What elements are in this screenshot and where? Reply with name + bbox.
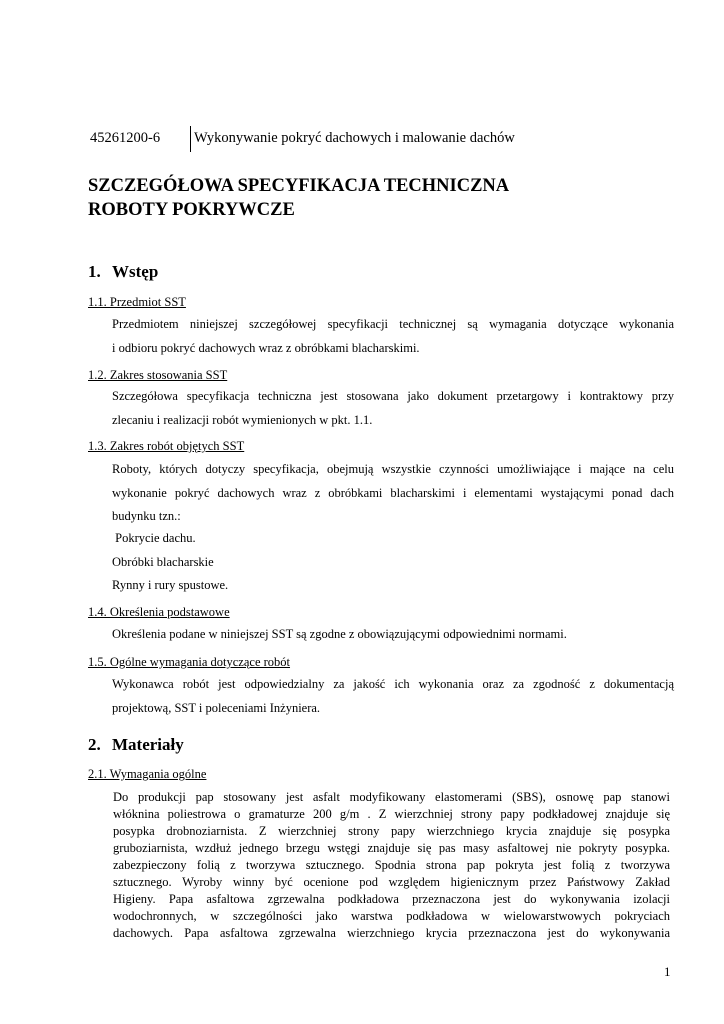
subsection-1-3-text	[112, 458, 674, 529]
text-line: projektową, SST i poleceniami Inżyniera.	[112, 700, 321, 715]
subsection-1-4-text	[112, 623, 567, 647]
subsection-2-1-text	[113, 789, 670, 942]
text-line: Przedmiotem niniejszej szczegółowej specyfikacji technicznej są wymagania dotyczące wykonania	[112, 317, 674, 331]
section-title: Materiały	[112, 735, 184, 754]
text-line: Szczegółowa specyfikacja techniczna jest stosowana jako dokument przetargowy i kontraktowy przy	[112, 389, 674, 403]
cpv-header	[90, 128, 515, 152]
section-1-heading	[88, 261, 158, 283]
section-title: Wstęp	[112, 262, 159, 281]
list-item: Pokrycie dachu.	[112, 531, 196, 545]
subsection-1-2-text	[112, 385, 674, 432]
list-item: Obróbki blacharskie	[112, 554, 214, 569]
text-line: Wykonawca robót jest odpowiedzialny za jakość ich wykonania oraz za zgodność z dokumentacją	[112, 677, 674, 691]
subsection-1-4-heading: 1.4. Określenia podstawowe	[88, 605, 230, 619]
text-line: dachowych. Papa asfaltowa zgrzewalna wierzchniego krycia przeznaczona jest do wykonywania	[113, 926, 670, 940]
text-line: budynku tzn.:	[112, 509, 181, 523]
title-line-1: SZCZEGÓŁOWA SPECYFIKACJA TECHNICZNA	[88, 176, 510, 196]
text-line: Określenia podane w niniejszej SST są zgodne z obowiązującymi odpowiednimi normami.	[112, 627, 567, 641]
text-line: wykonanie pokryć dachowych wraz z obróbkami blacharskimi i elementami wystającymi ponad dach	[112, 485, 674, 500]
subsection-1-2-heading: 1.2. Zakres stosowania SST	[88, 368, 228, 382]
cpv-code: 45261200-6	[90, 130, 161, 146]
text-line: zlecaniu i realizacji robót wymienionych w pkt. 1.1.	[112, 412, 373, 427]
text-line: i odbioru pokryć dachowych wraz z obróbkami blacharskimi.	[112, 340, 420, 355]
cpv-description: Wykonywanie pokryć dachowych i malowanie dachów	[190, 126, 515, 152]
page-number: 1	[664, 964, 671, 979]
section-number: 1.	[88, 262, 101, 281]
section-2-heading	[88, 734, 184, 756]
scope-list	[112, 527, 228, 598]
list-item: Rynny i rury spustowe.	[112, 578, 229, 592]
subsection-1-5-text	[112, 673, 674, 720]
title-line-2: ROBOTY POKRYWCZE	[88, 200, 295, 220]
subsection-2-1-heading: 2.1. Wymagania ogólne	[88, 767, 207, 781]
text-line: posypka drobnoziarnista. Z wierzchniej strony papy wierzchniego krycia znajduje się posypka	[113, 824, 670, 838]
text-line: włóknina poliestrowa o gramaturze 200 g/m . Z wierzchniej strony papy podkładowej znajduje się	[113, 807, 670, 821]
text-line: Do produkcji pap stosowany jest asfalt modyfikowany elastomerami (SBS), osnowę pap stanowi	[113, 790, 670, 804]
subsection-1-1-heading: 1.1. Przedmiot SST	[88, 295, 186, 309]
text-line: Higieny. Papa asfaltowa zgrzewalna podkładowa przeznaczona jest do wykonywania izolacji	[113, 892, 670, 906]
text-line: Roboty, których dotyczy specyfikacja, obejmują wszystkie czynności umożliwiające i mające na celu	[112, 462, 674, 476]
text-line: wodochronnych, w szczególności jako warstwa podkładowa w wielowarstwowych pokryciach	[113, 909, 670, 923]
text-line: zabezpieczony folią z tworzywa sztucznego. Spodnia strona pap pokryta jest folią z tworzywa	[113, 858, 670, 872]
text-line: gruboziarnista, wzdłuż jednego brzegu wstęgi znajduje się pas masy asfaltowej nie pokryty posypka.	[113, 841, 670, 855]
subsection-1-1-text	[112, 313, 674, 360]
text-line: sztucznego. Wyroby winny być ocenione pod względem higienicznym przez Państwowy Zakład	[113, 875, 670, 889]
subsection-1-3-heading: 1.3. Zakres robót objętych SST	[88, 439, 245, 453]
document-title	[88, 174, 509, 222]
subsection-1-5-heading: 1.5. Ogólne wymagania dotyczące robót	[88, 655, 291, 669]
section-number: 2.	[88, 735, 101, 754]
